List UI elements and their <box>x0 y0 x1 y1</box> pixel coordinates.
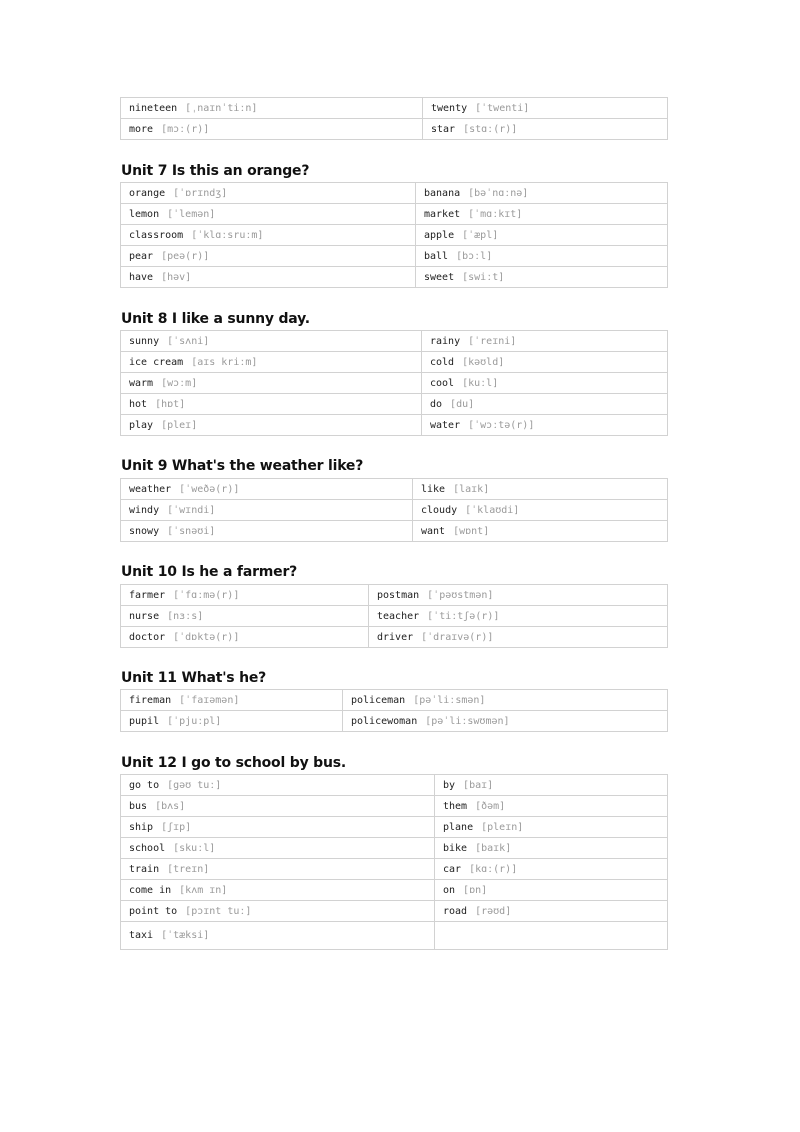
vocab-phonetic: [kəʊld] <box>462 356 505 368</box>
vocab-cell <box>369 585 668 606</box>
table-row <box>121 119 668 140</box>
vocab-phonetic: [ˈæpl] <box>462 229 499 241</box>
vocab-phonetic: [du] <box>450 398 475 410</box>
vocab-phonetic: [ˈweðə(r)] <box>179 483 240 495</box>
vocab-phonetic: [hɒt] <box>155 398 186 410</box>
vocab-word: play <box>129 419 154 431</box>
vocab-phonetic: [mɔː(r)] <box>161 123 210 135</box>
vocab-word: pupil <box>129 715 160 727</box>
vocab-word: sweet <box>424 271 455 283</box>
vocab-phonetic: [treɪn] <box>167 863 210 875</box>
table-row <box>121 796 668 817</box>
vocab-cell <box>121 500 413 521</box>
vocab-cell <box>121 585 369 606</box>
vocab-cell <box>422 415 668 436</box>
vocab-cell <box>121 901 435 922</box>
table-row <box>121 690 668 711</box>
vocab-word: hot <box>129 398 148 410</box>
table-row <box>121 817 668 838</box>
unit-11-vocab-table <box>120 689 668 732</box>
vocab-phonetic: [nɜːs] <box>167 610 204 622</box>
vocab-word: come in <box>129 884 172 896</box>
table-row <box>121 500 668 521</box>
vocab-cell <box>413 479 668 500</box>
vocab-phonetic: [wɔːm] <box>161 377 198 389</box>
vocab-cell <box>121 859 435 880</box>
vocab-cell <box>422 331 668 352</box>
vocab-phonetic: [bɔːl] <box>456 250 493 262</box>
vocab-word: lemon <box>129 208 160 220</box>
vocab-phonetic: [ˈwɪndi] <box>167 504 216 516</box>
vocab-word: school <box>129 842 166 854</box>
unit-8-heading: Unit 8 I like a sunny day. <box>121 311 310 327</box>
vocab-cell <box>121 183 416 204</box>
vocab-phonetic: [ˈklaʊdi] <box>465 504 520 516</box>
vocab-word: policewoman <box>351 715 418 727</box>
vocab-phonetic: [peə(r)] <box>161 250 210 262</box>
vocab-word: by <box>443 779 456 791</box>
vocab-cell <box>416 225 668 246</box>
vocab-word: bike <box>443 842 468 854</box>
vocab-word: on <box>443 884 456 896</box>
vocab-cell <box>416 204 668 225</box>
vocab-phonetic: [pleɪ] <box>161 419 198 431</box>
table-row <box>121 98 668 119</box>
vocab-word: nineteen <box>129 102 178 114</box>
vocab-cell <box>423 119 668 140</box>
vocab-cell <box>121 246 416 267</box>
vocab-cell <box>121 204 416 225</box>
vocab-cell <box>121 225 416 246</box>
vocab-cell <box>121 922 435 950</box>
vocab-word: go to <box>129 779 160 791</box>
unit-10-heading: Unit 10 Is he a farmer? <box>121 564 298 580</box>
vocab-word: pear <box>129 250 154 262</box>
vocab-word: plane <box>443 821 474 833</box>
vocab-cell <box>121 606 369 627</box>
vocab-phonetic: [swiːt] <box>462 271 505 283</box>
vocab-cell <box>121 627 369 648</box>
vocab-phonetic: [ˈmɑːkɪt] <box>468 208 523 220</box>
vocab-cell <box>416 183 668 204</box>
vocab-word: sunny <box>129 335 160 347</box>
vocab-word: banana <box>424 187 461 199</box>
vocab-phonetic: [laɪk] <box>453 483 490 495</box>
vocab-word: do <box>430 398 443 410</box>
vocab-cell <box>121 267 416 288</box>
vocab-phonetic: [ˈsʌni] <box>167 335 210 347</box>
vocab-cell <box>416 246 668 267</box>
table-row <box>121 901 668 922</box>
vocab-word: warm <box>129 377 154 389</box>
vocab-word: nurse <box>129 610 160 622</box>
vocab-word: snowy <box>129 525 160 537</box>
table-row <box>121 352 668 373</box>
vocab-word: bus <box>129 800 148 812</box>
vocab-word: cool <box>430 377 455 389</box>
unit-7-vocab-table <box>120 182 668 288</box>
unit-9-heading: Unit 9 What's the weather like? <box>121 458 364 474</box>
vocab-phonetic: [kʌm ɪn] <box>179 884 228 896</box>
unit-12-vocab-table <box>120 774 668 950</box>
vocab-phonetic: [baɪk] <box>475 842 512 854</box>
vocab-word: star <box>431 123 456 135</box>
vocab-cell <box>435 775 668 796</box>
vocab-cell <box>121 394 422 415</box>
vocab-phonetic: [ˈreɪni] <box>468 335 517 347</box>
unit-8-vocab-table <box>120 330 668 436</box>
vocab-cell <box>121 775 435 796</box>
vocab-cell-empty <box>435 922 668 950</box>
vocab-word: want <box>421 525 446 537</box>
table-row <box>121 859 668 880</box>
vocab-cell <box>413 500 668 521</box>
vocab-cell <box>121 711 343 732</box>
vocab-cell <box>435 796 668 817</box>
vocab-cell <box>435 838 668 859</box>
vocab-word: policeman <box>351 694 406 706</box>
vocab-cell <box>416 267 668 288</box>
table-row <box>121 627 668 648</box>
unit-10-vocab-table <box>120 584 668 648</box>
table-row <box>121 479 668 500</box>
unit-9-vocab-table <box>120 478 668 542</box>
vocab-word: water <box>430 419 461 431</box>
vocab-word: ball <box>424 250 449 262</box>
vocab-cell <box>121 690 343 711</box>
vocab-phonetic: [baɪ] <box>463 779 494 791</box>
vocab-phonetic: [bʌs] <box>155 800 186 812</box>
table-row <box>121 880 668 901</box>
vocab-phonetic: [ˌnaɪnˈtiːn] <box>185 102 258 114</box>
table-row <box>121 521 668 542</box>
vocab-word: apple <box>424 229 455 241</box>
vocab-phonetic: [wɒnt] <box>453 525 490 537</box>
vocab-cell <box>121 817 435 838</box>
table-row <box>121 246 668 267</box>
vocab-phonetic: [kɑː(r)] <box>469 863 518 875</box>
vocab-phonetic: [pəˈliːswʊmən] <box>425 715 510 727</box>
vocab-phonetic: [aɪs kriːm] <box>191 356 258 368</box>
table-row <box>121 922 668 950</box>
table-row <box>121 775 668 796</box>
unit-7-heading: Unit 7 Is this an orange? <box>121 163 310 179</box>
table-row <box>121 394 668 415</box>
vocab-word: doctor <box>129 631 166 643</box>
vocab-cell <box>422 373 668 394</box>
table-row <box>121 838 668 859</box>
vocab-cell <box>422 352 668 373</box>
vocab-cell <box>435 880 668 901</box>
vocab-word: more <box>129 123 154 135</box>
vocab-phonetic: [pleɪn] <box>481 821 524 833</box>
vocab-phonetic: [ˈfaɪəmən] <box>179 694 240 706</box>
table-row <box>121 204 668 225</box>
vocab-cell <box>422 394 668 415</box>
vocab-phonetic: [ˈsnəʊi] <box>167 525 216 537</box>
vocab-cell <box>423 98 668 119</box>
vocab-word: classroom <box>129 229 184 241</box>
vocab-cell <box>435 859 668 880</box>
vocab-cell <box>435 901 668 922</box>
vocab-word: orange <box>129 187 166 199</box>
vocab-word: twenty <box>431 102 468 114</box>
table-row <box>121 267 668 288</box>
vocab-cell <box>121 796 435 817</box>
vocab-phonetic: [ˈpjuːpl] <box>167 715 222 727</box>
vocab-table-continued <box>120 97 668 140</box>
vocab-cell <box>121 331 422 352</box>
table-row <box>121 711 668 732</box>
vocab-phonetic: [ˈtwenti] <box>475 102 530 114</box>
vocab-word: farmer <box>129 589 166 601</box>
vocab-cell <box>121 479 413 500</box>
vocab-cell <box>413 521 668 542</box>
vocab-phonetic: [ˈklɑːsruːm] <box>191 229 264 241</box>
vocab-cell <box>121 521 413 542</box>
vocab-phonetic: [ˈlemən] <box>167 208 216 220</box>
vocab-word: driver <box>377 631 414 643</box>
table-row <box>121 183 668 204</box>
vocab-cell <box>121 373 422 394</box>
vocab-cell <box>343 690 668 711</box>
vocab-cell <box>121 98 423 119</box>
vocab-cell <box>369 606 668 627</box>
vocab-word: car <box>443 863 462 875</box>
vocab-word: windy <box>129 504 160 516</box>
vocab-phonetic: [ɒn] <box>463 884 488 896</box>
vocab-cell <box>121 119 423 140</box>
vocab-phonetic: [ˈpəʊstmən] <box>427 589 494 601</box>
vocab-phonetic: [pɔɪnt tuː] <box>185 905 252 917</box>
vocab-phonetic: [ˈtiːtʃə(r)] <box>427 610 500 622</box>
vocab-word: cloudy <box>421 504 458 516</box>
table-row <box>121 225 668 246</box>
vocab-phonetic: [stɑː(r)] <box>463 123 518 135</box>
vocab-word: have <box>129 271 154 283</box>
vocab-word: point to <box>129 905 178 917</box>
vocab-phonetic: [ˈɒrɪndʒ] <box>173 187 228 199</box>
vocab-phonetic: [ˈtæksi] <box>161 930 210 941</box>
unit-11-heading: Unit 11 What's he? <box>121 670 267 686</box>
table-row <box>121 373 668 394</box>
vocab-phonetic: [ˈfɑːmə(r)] <box>173 589 240 601</box>
vocab-word: road <box>443 905 468 917</box>
vocab-word: taxi <box>129 930 154 941</box>
vocab-cell <box>121 838 435 859</box>
vocab-word: rainy <box>430 335 461 347</box>
vocab-word: like <box>421 483 446 495</box>
vocab-phonetic: [pəˈliːsmən] <box>413 694 486 706</box>
vocab-word: postman <box>377 589 420 601</box>
vocab-cell <box>121 415 422 436</box>
vocab-cell <box>343 711 668 732</box>
vocab-word: them <box>443 800 468 812</box>
vocab-cell <box>435 817 668 838</box>
table-row <box>121 331 668 352</box>
vocab-word: fireman <box>129 694 172 706</box>
vocab-word: ship <box>129 821 154 833</box>
unit-12-heading: Unit 12 I go to school by bus. <box>121 755 347 771</box>
vocab-phonetic: [həv] <box>161 271 192 283</box>
vocab-word: weather <box>129 483 172 495</box>
table-row <box>121 606 668 627</box>
vocab-cell <box>369 627 668 648</box>
vocab-word: ice cream <box>129 356 184 368</box>
vocab-phonetic: [bəˈnɑːnə] <box>468 187 529 199</box>
vocab-word: cold <box>430 356 455 368</box>
vocab-phonetic: [gəʊ tuː] <box>167 779 222 791</box>
vocab-word: teacher <box>377 610 420 622</box>
table-row <box>121 415 668 436</box>
vocab-cell <box>121 352 422 373</box>
table-row <box>121 585 668 606</box>
vocab-phonetic: [skuːl] <box>173 842 216 854</box>
vocab-word: market <box>424 208 461 220</box>
vocab-phonetic: [ʃɪp] <box>161 821 192 833</box>
vocab-phonetic: [kuːl] <box>462 377 499 389</box>
vocab-phonetic: [ˈwɔːtə(r)] <box>468 419 535 431</box>
vocab-phonetic: [ðəm] <box>475 800 506 812</box>
vocab-phonetic: [rəʊd] <box>475 905 512 917</box>
vocab-word: train <box>129 863 160 875</box>
vocab-phonetic: [ˈdraɪvə(r)] <box>421 631 494 643</box>
vocab-phonetic: [ˈdɒktə(r)] <box>173 631 240 643</box>
vocab-cell <box>121 880 435 901</box>
